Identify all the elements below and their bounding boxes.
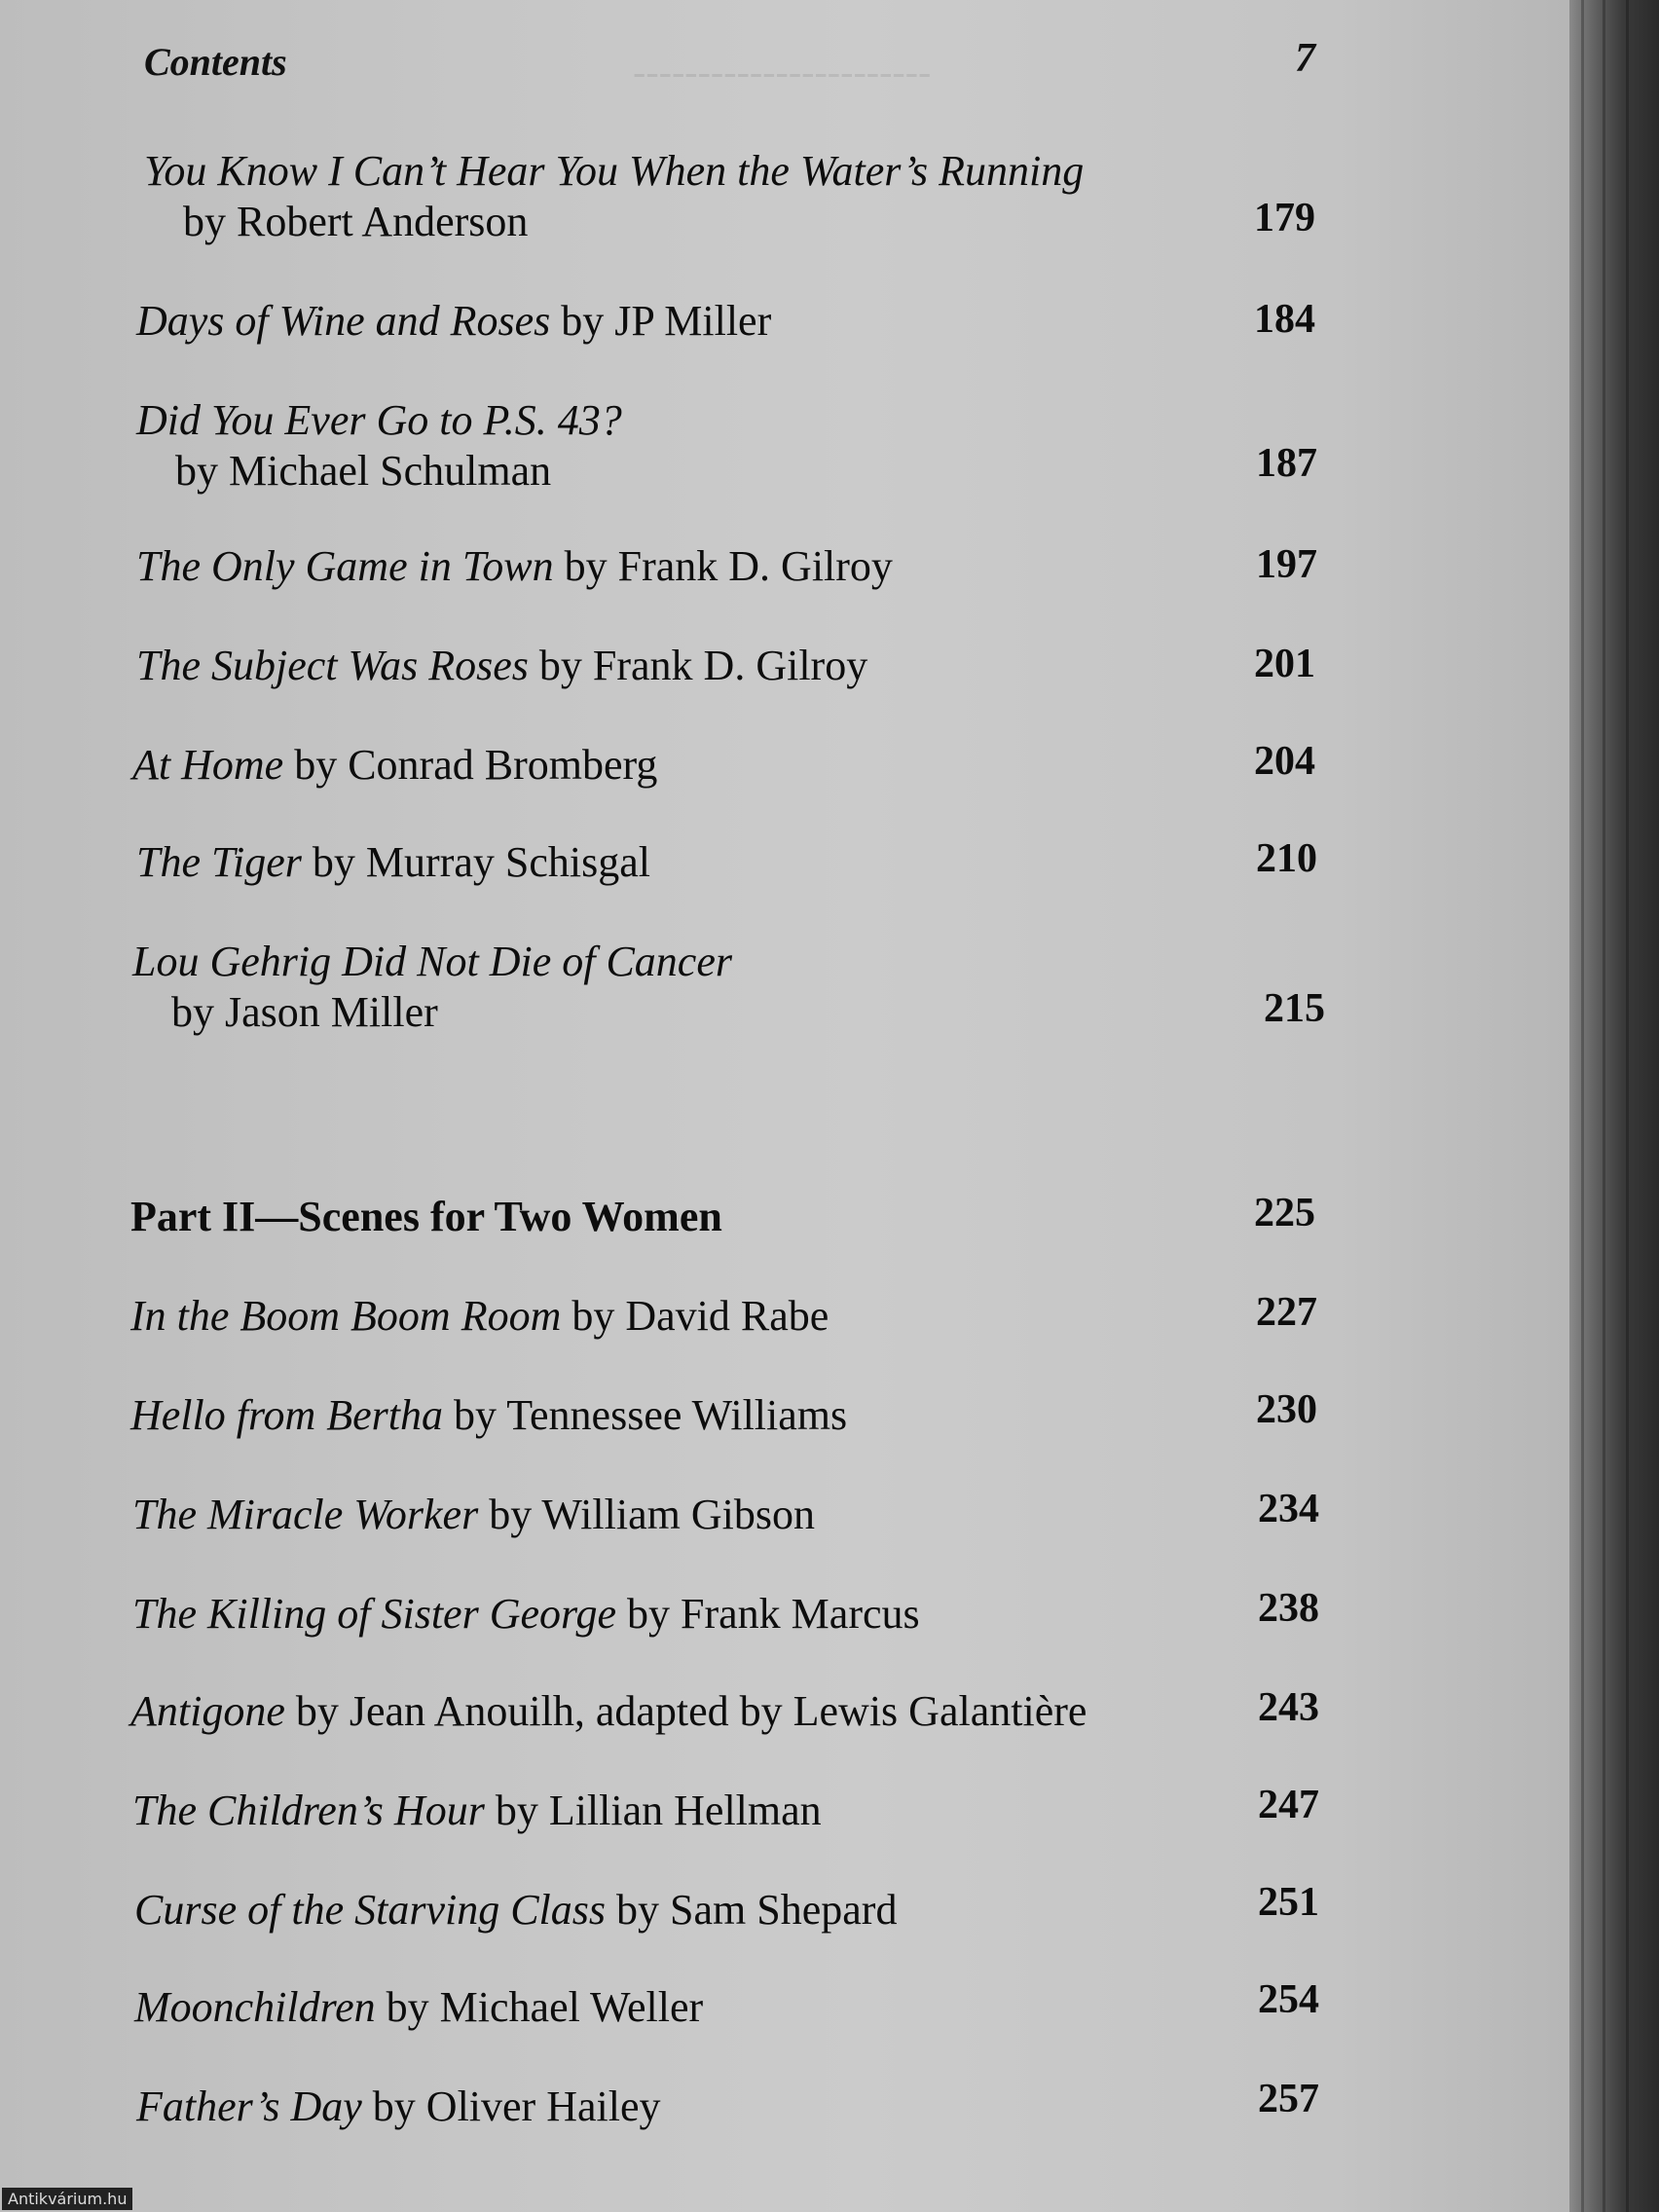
entry-page: 230 (1256, 1387, 1317, 1432)
toc-entry (136, 296, 771, 347)
play-author: by Lillian Hellman (484, 1787, 822, 1834)
entry-page: 179 (1254, 196, 1315, 240)
entry-page: 227 (1256, 1290, 1317, 1335)
play-author: by Murray Schisgal (301, 838, 650, 886)
toc-entry (130, 1686, 1087, 1737)
toc-entry (136, 395, 622, 497)
entry-page: 187 (1256, 441, 1317, 486)
play-author: by William Gibson (478, 1491, 815, 1538)
entry-page: 184 (1254, 297, 1315, 342)
play-title: The Killing of Sister George (132, 1590, 617, 1638)
play-title: The Subject Was Roses (136, 642, 529, 689)
entry-page: 257 (1258, 2077, 1319, 2121)
entry-page: 215 (1264, 986, 1325, 1031)
play-title: The Only Game in Town (136, 542, 554, 590)
entry-page: 243 (1258, 1685, 1319, 1730)
toc-entry (144, 146, 1084, 247)
toc-entry (132, 1786, 822, 1836)
toc-entry (134, 1885, 897, 1936)
entry-page: 204 (1254, 739, 1315, 784)
running-head: Contents (144, 40, 287, 84)
part-heading: Part II—Scenes for Two Women (130, 1193, 722, 1240)
entry-page: 254 (1258, 1977, 1319, 2022)
toc-entry (136, 541, 893, 592)
play-title: Days of Wine and Roses (136, 297, 551, 345)
page-edge (1569, 0, 1659, 2212)
play-title: In the Boom Boom Room (130, 1292, 562, 1340)
edge-stripe (1603, 0, 1605, 2212)
play-author: by David Rabe (561, 1292, 830, 1340)
toc-entry (136, 837, 650, 888)
entry-page: 210 (1256, 836, 1317, 881)
entry-page: 197 (1256, 542, 1317, 587)
play-title: Curse of the Starving Class (134, 1886, 607, 1934)
toc-entry (132, 937, 732, 1038)
play-title: The Tiger (136, 838, 302, 886)
play-author: by Conrad Bromberg (283, 741, 658, 789)
play-author: by Michael Schulman (175, 447, 552, 495)
toc-entry (130, 1390, 847, 1441)
toc-entry (136, 2082, 661, 2132)
part-page: 225 (1254, 1191, 1315, 1235)
play-author: by Frank D. Gilroy (528, 642, 868, 689)
entry-page: 238 (1258, 1586, 1319, 1631)
toc-entry (136, 641, 867, 691)
toc-entry (132, 1589, 920, 1640)
play-author: by Michael Weller (375, 1983, 704, 2031)
play-title: Lou Gehrig Did Not Die of Cancer (132, 938, 732, 985)
edge-stripe (1626, 0, 1629, 2212)
play-title: The Miracle Worker (132, 1491, 479, 1538)
play-author: by Robert Anderson (183, 198, 529, 245)
play-author: by Jean Anouilh, adapted by Lewis Galantière (284, 1687, 1088, 1735)
play-title: Did You Ever Go to P.S. 43? (136, 396, 622, 444)
page-number: 7 (1295, 36, 1315, 81)
bleed-through: ----------------------- (633, 50, 932, 93)
edge-stripe (1581, 0, 1584, 2212)
play-author: by Sam Shepard (606, 1886, 898, 1934)
toc-entry (132, 1490, 815, 1540)
play-title: The Children’s Hour (132, 1787, 485, 1834)
toc-entry (130, 1291, 829, 1342)
toc-entry (134, 1982, 703, 2033)
play-author: by Frank D. Gilroy (553, 542, 893, 590)
toc-entry (132, 740, 657, 791)
entry-page: 201 (1254, 642, 1315, 686)
play-author: by JP Miller (550, 297, 772, 345)
play-author: by Tennessee Williams (443, 1391, 848, 1439)
play-title: You Know I Can’t Hear You When the Water’s Running (144, 147, 1085, 195)
watermark-label: Antikvárium.hu (2, 2188, 132, 2210)
play-author: by Frank Marcus (616, 1590, 920, 1638)
play-title: At Home (132, 741, 284, 789)
entry-page: 234 (1258, 1487, 1319, 1531)
play-title: Father’s Day (136, 2083, 362, 2130)
play-title: Hello from Bertha (130, 1391, 443, 1439)
play-title: Moonchildren (134, 1983, 376, 2031)
play-author: by Oliver Hailey (361, 2083, 661, 2130)
entry-page: 251 (1258, 1880, 1319, 1925)
play-title: Antigone (130, 1687, 285, 1735)
entry-page: 247 (1258, 1783, 1319, 1827)
play-author: by Jason Miller (171, 988, 438, 1036)
